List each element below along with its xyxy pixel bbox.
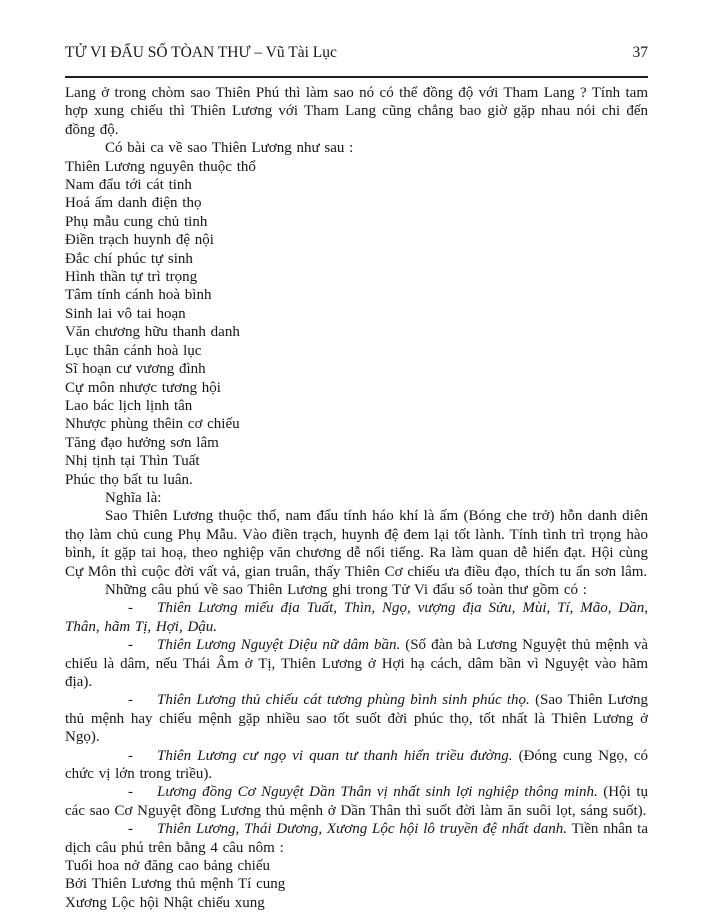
bullet-dash: - bbox=[128, 784, 133, 801]
bullet-dash: - bbox=[128, 600, 133, 617]
song-line: Phụ mẫu cung chủ tinh bbox=[65, 213, 208, 230]
song-line: Hoá ấm danh điện thọ bbox=[65, 195, 202, 212]
song-line: Nam đẩu tới cát tinh bbox=[65, 177, 192, 194]
song-line: Sinh lai vô tai hoạn bbox=[65, 305, 186, 322]
song-line: Tâm tính cánh hoà bình bbox=[65, 287, 212, 304]
bullet-dash: - bbox=[128, 692, 133, 709]
phu-quote: Thiên Lương miếu địa Tuất, Thìn, Ngọ, vượng địa Sửu, Mùi, Tí, Mão, Dần, Thân, hãm Tị, Hợi, Dậu. bbox=[65, 600, 648, 635]
page-number: 37 bbox=[632, 44, 648, 61]
running-title: TỬ VI ĐẨU SỐ TÒAN THƯ – Vũ Tài Lục bbox=[65, 44, 337, 61]
nom-line: Xương Lộc hội Nhật chiếu xung bbox=[65, 894, 265, 911]
song-line: Cự môn nhược tương hội bbox=[65, 379, 221, 396]
song-thien-luong bbox=[65, 158, 648, 489]
phu-quote: Lương đồng Cơ Nguyệt Dần Thân vị nhất sinh lợi nghiệp thông minh. bbox=[157, 784, 598, 801]
song-line: Nhị tịnh tại Thìn Tuất bbox=[65, 453, 200, 470]
song-line: Điền trạch huynh đệ nội bbox=[65, 232, 214, 249]
song-line: Lao bác lịch lịnh tân bbox=[65, 397, 193, 414]
phu-item bbox=[65, 783, 648, 820]
song-line: Phúc thọ bất tu luân. bbox=[65, 471, 193, 488]
phu-item bbox=[65, 747, 648, 784]
phu-quote: Thiên Lương thủ chiếu cát tương phùng bình sinh phúc thọ. bbox=[157, 692, 530, 709]
song-line: Nhược phùng thêin cơ chiếu bbox=[65, 416, 240, 433]
nom-verse bbox=[65, 857, 648, 912]
song-line: Sĩ hoạn cư vương đình bbox=[65, 361, 206, 378]
song-line: Hình thần tự trì trọng bbox=[65, 269, 198, 286]
phu-quote: Thiên Lương Nguyệt Diệu nữ dâm bần. bbox=[157, 637, 401, 654]
phu-note: (Sao Thiên Lương thủ mệnh hay chiếu mệnh gặp nhiều sao tốt suốt đời phúc thọ, tốt nhất là Thiên Lương ở Ngọ). bbox=[65, 692, 649, 746]
page-header bbox=[65, 43, 648, 62]
phu-note: Tiền nhân ta dịch câu phú trên bằng 4 câu nôm : bbox=[65, 821, 648, 856]
song-intro: Có bài ca về sao Thiên Lương như sau : bbox=[105, 140, 354, 157]
phu-item bbox=[65, 691, 648, 746]
song-line: Tăng đạo hưởng sơn lâm bbox=[65, 434, 219, 451]
song-line: Thiên Lương nguyên thuộc thổ bbox=[65, 158, 256, 175]
phu-note: (Đóng cung Ngọ, có chức vị lớn trong triều). bbox=[65, 747, 649, 783]
phu-note: (Số đàn bà Lương Nguyệt thủ mệnh và chiếu là dâm, nếu Thái Âm ở Tị, Thiên Lương ở Hợi hạ cách, dâm bần vì Nguyệt vào hãm địa). bbox=[65, 637, 649, 690]
phu-quote: Thiên Lương, Thái Dương, Xương Lộc hội lô truyền đệ nhất danh. bbox=[157, 821, 567, 838]
phu-intro: Những câu phú về sao Thiên Lương ghi trong Tử Vi đẩu số toàn thư gồm có : bbox=[105, 581, 587, 598]
bullet-dash: - bbox=[128, 637, 133, 654]
song-line: Đắc chí phúc tự sinh bbox=[65, 250, 193, 267]
phu-item bbox=[65, 636, 648, 691]
phu-list bbox=[65, 599, 648, 857]
bullet-dash: - bbox=[128, 821, 133, 838]
nom-line: Bởi Thiên Lương thủ mệnh Tí cung bbox=[65, 876, 286, 893]
phu-note: (Hội tụ các sao Cơ Nguyệt đồng Lương thủ mệnh ở Dần Thân thì suốt đời làm ăn suôi lọt, sáng suốt). bbox=[65, 784, 648, 819]
phu-quote: Thiên Lương cư ngọ vi quan tư thanh hiển triều đường. bbox=[157, 747, 513, 764]
page-body bbox=[65, 84, 648, 912]
meaning-paragraph: Sao Thiên Lương thuộc thổ, nam đẩu tính háo khí là ấm (Bóng che trở) hỗn danh diên thọ làm chủ cung Phụ Mẫu. Vào điền trạch, huynh đệ đem lại tốt lành. Tính tình trì trọng hào bình, ít gặp tai hoạ, theo nghiệp văn chương dễ nổi tiếng. Ra làm quan dễ hiển đạt. Hội cùng Cự Môn thì cuộc đời vất vả, gian truân, thấy Thiên Cơ chiếu ưa điều đạo, thích tu ẩn sơn lâm. bbox=[65, 508, 648, 580]
paragraph-continuation: Lang ở trong chòm sao Thiên Phú thì làm sao nó có thể đồng độ với Tham Lang ? Tính tam hợp xung chiếu thì Thiên Lương với Tham Lang cũng chẳng bao giờ gặp nhau nói chi đến đồng độ. bbox=[65, 85, 648, 138]
bullet-dash: - bbox=[128, 747, 133, 764]
phu-item bbox=[65, 820, 648, 857]
nom-line: Tuổi hoa nở đăng cao bảng chiếu bbox=[65, 858, 271, 875]
song-line: Lục thân cánh hoà lục bbox=[65, 342, 202, 359]
header-rule bbox=[65, 76, 648, 78]
phu-item bbox=[65, 599, 648, 636]
song-line: Văn chương hữu thanh danh bbox=[65, 324, 240, 341]
meaning-label: Nghĩa là: bbox=[105, 489, 162, 506]
